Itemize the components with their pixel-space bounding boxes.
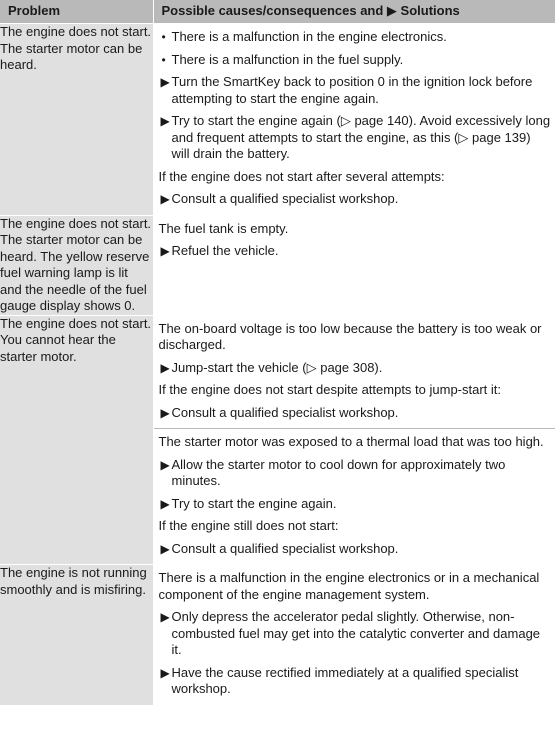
item-text: Allow the starter motor to cool down for approximately two minutes. xyxy=(171,456,506,488)
table-row xyxy=(0,315,555,565)
action-step xyxy=(159,191,552,208)
item-text: Jump-start the vehicle (▷ page 308). xyxy=(171,359,383,375)
cause-block xyxy=(154,216,555,267)
item-text: There is a malfunction in the engine electronics. xyxy=(171,29,447,44)
cause-text: There is a malfunction in the engine electronics or in a mechanical component of the engine management system. xyxy=(158,570,540,602)
action-arrow-icon: ▶ xyxy=(160,244,170,258)
header-solutions: Possible causes/consequences and ▶ Solutions xyxy=(153,0,555,24)
action-step xyxy=(159,609,552,659)
action-step xyxy=(159,496,552,513)
solution-cell xyxy=(153,24,555,216)
item-text: Refuel the vehicle. xyxy=(171,243,279,258)
solution-cell xyxy=(153,565,555,705)
action-step xyxy=(159,457,552,490)
problem-cell: The engine does not start. You cannot hear the starter motor. xyxy=(0,315,153,565)
item-text: Turn the SmartKey back to position 0 in the ignition lock before attempting to start the engine again. xyxy=(171,74,533,106)
action-step xyxy=(159,243,552,260)
cause-block xyxy=(154,428,555,564)
item-text: There is a malfunction in the fuel supply. xyxy=(171,51,404,67)
header-problem: Problem xyxy=(0,0,153,24)
table-row xyxy=(0,24,555,216)
table-row xyxy=(0,565,555,705)
problem-cell: The engine does not start. The starter motor can be heard. The yellow reserve fuel warning lamp is lit and the needle of the fuel gauge display shows 0. xyxy=(0,215,152,313)
action-step xyxy=(159,113,552,163)
action-arrow-icon: ▶ xyxy=(160,541,170,556)
action-step xyxy=(159,360,552,377)
action-step xyxy=(159,74,552,107)
table-header-row xyxy=(0,0,555,24)
item-text: Try to start the engine again (▷ page 140). Avoid excessively long and frequent attempts to start the engine, as this (▷ page 139) will drain the battery. xyxy=(171,113,551,161)
table-row xyxy=(0,215,555,315)
item-text: Try to start the engine again. xyxy=(171,495,337,511)
problem-cell: The engine is not running smoothly and is misfiring. xyxy=(0,565,153,705)
action-arrow-icon: ▶ xyxy=(160,114,170,128)
cause-text: The starter motor was exposed to a thermal load that was too high. xyxy=(158,434,544,449)
action-arrow-icon: ▶ xyxy=(160,405,170,420)
cause-block xyxy=(154,24,555,215)
cause-text: If the engine does not start after several attempts: xyxy=(158,168,445,184)
action-arrow-icon: ▶ xyxy=(160,496,170,511)
cause-text: The fuel tank is empty. xyxy=(158,220,289,236)
action-arrow-icon: ▶ xyxy=(160,75,170,89)
item-text: Consult a qualified specialist workshop. xyxy=(171,404,399,420)
action-arrow-icon: ▶ xyxy=(160,610,170,624)
item-text: Consult a qualified specialist workshop. xyxy=(171,191,399,206)
bullet-item xyxy=(159,52,552,69)
item-text: Have the cause rectified immediately at a qualified specialist workshop. xyxy=(171,664,519,696)
action-arrow-icon: ▶ xyxy=(160,457,170,472)
solution-cell xyxy=(153,215,555,315)
action-arrow-icon: ▶ xyxy=(160,665,170,680)
bullet-icon: • xyxy=(161,30,166,44)
table-body xyxy=(0,24,555,705)
action-step xyxy=(159,665,552,698)
cause-block xyxy=(154,565,555,705)
item-text: Only depress the accelerator pedal slightly. Otherwise, non-combusted fuel may get into the catalytic converter and damage it. xyxy=(171,609,541,657)
item-text: Consult a qualified specialist workshop. xyxy=(171,540,399,556)
action-arrow-icon: ▶ xyxy=(160,360,170,375)
cause-text: If the engine does not start despite attempts to jump-start it: xyxy=(158,382,502,397)
cause-text: If the engine still does not start: xyxy=(158,518,339,533)
bullet-icon: • xyxy=(161,52,166,67)
action-step xyxy=(159,541,552,558)
solution-cell xyxy=(153,315,555,565)
cause-text: The on-board voltage is too low because the battery is too weak or discharged. xyxy=(158,320,542,352)
cause-block xyxy=(154,316,555,429)
action-arrow-icon: ▶ xyxy=(160,192,170,206)
bullet-item xyxy=(159,29,552,46)
problem-cell: The engine does not start. The starter motor can be heard. xyxy=(0,24,153,216)
action-step xyxy=(159,405,552,422)
